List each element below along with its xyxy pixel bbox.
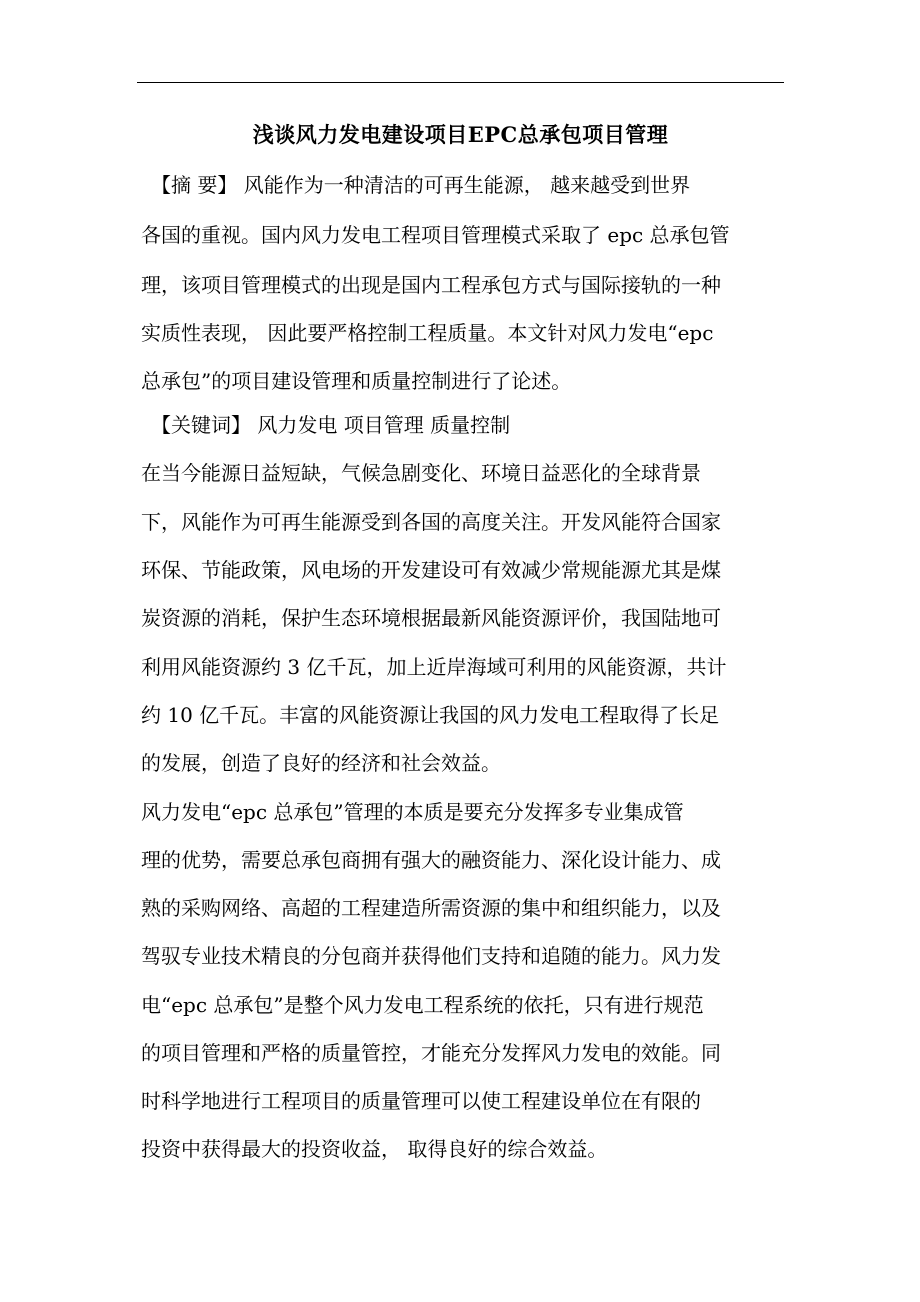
- paragraph-line: 时科学地进行工程项目的质量管理可以使工程建设单位在有限的: [141, 1089, 701, 1113]
- paragraph-line: 利用风能资源约 3 亿千瓦，加上近岸海域可利用的风能资源，共计: [141, 655, 727, 679]
- paragraph-line: 驾驭专业技术精良的分包商并获得他们支持和追随的能力。风力发: [141, 944, 721, 968]
- paragraph-line: 约 10 亿千瓦。丰富的风能资源让我国的风力发电工程取得了长足: [141, 703, 720, 727]
- paragraph-line: 的项目管理和严格的质量管控，才能充分发挥风力发电的效能。同: [141, 1041, 721, 1065]
- paragraph-line: 在当今能源日益短缺，气候急剧变化、环境日益恶化的全球背景: [141, 461, 701, 485]
- paragraph-line: 下，风能作为可再生能源受到各国的高度关注。开发风能符合国家: [141, 510, 721, 534]
- paragraph-line: 理的优势，需要总承包商拥有强大的融资能力、深化设计能力、成: [141, 848, 721, 872]
- abstract-line: 理，该项目管理模式的出现是国内工程承包方式与国际接轨的一种: [141, 273, 721, 297]
- paragraph-line: 风力发电“epc 总承包”管理的本质是要充分发挥多专业集成管: [141, 800, 684, 824]
- paragraph-line: 电“epc 总承包”是整个风力发电工程系统的依托，只有进行规范: [141, 993, 704, 1017]
- paragraph-line: 炭资源的消耗，保护生态环境根据最新风能资源评价，我国陆地可: [141, 606, 721, 630]
- paragraph-line: 熟的采购网络、高超的工程建造所需资源的集中和组织能力，以及: [141, 896, 721, 920]
- abstract-line: 【摘 要】 风能作为一种清洁的可再生能源， 越来越受到世界: [141, 173, 691, 197]
- keywords-line: 【关键词】 风力发电 项目管理 质量控制: [141, 413, 511, 437]
- paragraph-line: 的发展，创造了良好的经济和社会效益。: [141, 751, 501, 775]
- abstract-line: 总承包”的项目建设管理和质量控制进行了论述。: [141, 369, 572, 393]
- paragraph-line: 投资中获得最大的投资收益， 取得良好的综合效益。: [141, 1137, 608, 1161]
- abstract-line: 各国的重视。国内风力发电工程项目管理模式采取了 epc 总承包管: [141, 223, 730, 247]
- document-title: 浅谈风力发电建设项目EPC总承包项目管理: [252, 122, 669, 147]
- abstract-line: 实质性表现， 因此要严格控制工程质量。本文针对风力发电“epc: [141, 321, 714, 345]
- header-rule: [137, 82, 784, 83]
- paragraph-line: 环保、节能政策，风电场的开发建设可有效减少常规能源尤其是煤: [141, 558, 721, 582]
